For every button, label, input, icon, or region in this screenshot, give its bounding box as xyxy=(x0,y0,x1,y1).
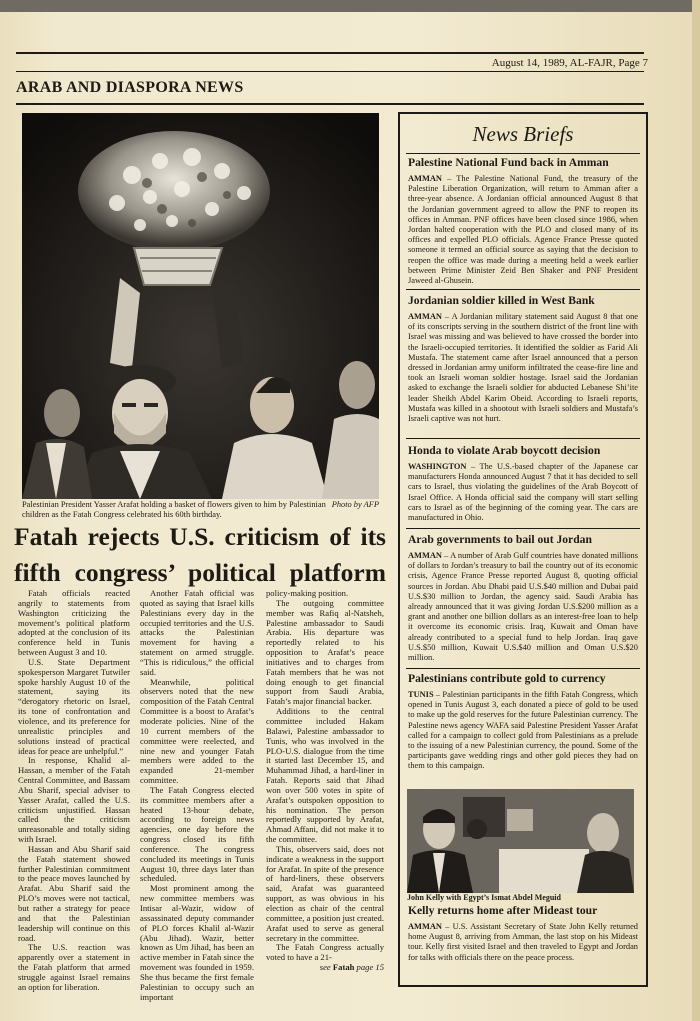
brief-dateline: WASHINGTON xyxy=(408,462,467,471)
news-briefs-title: News Briefs xyxy=(472,122,574,146)
brief-dateline: AMMAN xyxy=(408,551,442,560)
brief-dateline: AMMAN xyxy=(408,312,442,321)
brief-text xyxy=(408,312,638,424)
brief-body: – U.S. Assistant Secretary of State John Kelly returned home August 8, arriving from Amman, the last stop on his Mideast tour. Kelly first visited Israel and then traveled to Egypt and Jordan for talks with officials there on the peace process. xyxy=(408,922,638,962)
briefs-divider xyxy=(406,289,640,290)
article-headline: Fatah rejects U.S. criticism of its fifth congress’ political platform xyxy=(14,522,386,587)
briefs-divider xyxy=(406,153,640,154)
article-column-1 xyxy=(18,589,130,993)
article-paragraph: Additions to the central committee included Hakam Balawi, Palestine ambassador to Tunis, who was involved in the PLO-U.S. dialogue from the time it started last December 15, and Muhammad Jihad, a hard-liner in Fatah. Reports said that Jihad won over 500 votes in spite of Arafat’s outspoken opposition to his nomination. The person reportedly supported by Arafat, Ahmad Affani, did not make it to the committee. xyxy=(266,706,384,845)
photo-caption xyxy=(22,500,379,520)
article-column-3 xyxy=(266,589,384,973)
brief-text xyxy=(408,922,638,963)
brief-dateline: AMMAN xyxy=(408,922,442,931)
brief-headline: Kelly returns home after Mideast tour xyxy=(408,904,598,917)
kelly-photo-image xyxy=(407,789,634,893)
brief-headline: Honda to violate Arab boycott decision xyxy=(408,444,601,457)
arafat-photo xyxy=(22,113,379,499)
article-paragraph: Fatah officials reacted angrily to statements from Washington criticizing the movement’s political platform adopted at the conclusion of its conference held in Tunis between August 3 and 10. xyxy=(18,588,130,658)
brief-body: – A number of Arab Gulf countries have donated millions of dollars to Jordan’s treasury to bail the country out of its economic crisis, Agence France Presse reported August 8, quoting official sources in Jordan. Abu Dhabi paid U.S.$40 million and Dubai paid U.S.$30 million to Jordan, the agency said. Saudi Arabia has already announced that it was giving Jordan U.S.$200 million as a grant and another one billion dollars as an interest-free loan to help it overcome its economic crisis. Iraq, Kuwait and Oman have already contributed to a special fund to help Jordan. Iraq gave U.S.$50 million, Kuwait U.S.$40 million and Oman U.S.$20 million. xyxy=(408,551,638,663)
section-title: ARAB AND DIASPORA NEWS xyxy=(16,79,244,96)
article-paragraph: In response, Khalid al-Hassan, a member of the Fatah Central Committee, and Bassam Abu Sharif, special adviser to Yasser Arafat, called the U.S. criticism unjustified. Hassan called the criticism unreasonable and totally siding with Israel. xyxy=(18,755,130,845)
header-rule-top xyxy=(16,52,644,54)
header-rule-bottom xyxy=(16,103,644,105)
dateline: August 14, 1989, AL-FAJR, Page 7 xyxy=(491,57,648,69)
article-paragraph: The outgoing committee member was Rafiq al-Natsheh, Palestine ambassador to Saudi Arabia. His departure was reportedly related to his opposition to Arafat’s peace initiatives and to charges from Fatah members that he was not doing enough to get financial support from Saudi Arabia, Fatah’s major financial backer. xyxy=(266,597,384,707)
continued-on-link[interactable] xyxy=(266,963,384,973)
brief-body: – The Palestine National Fund, the treasury of the Palestine Liberation Organization, will return to Amman after a three-year absence. A Jordanian official announced August 8 that the Jordanian government agreed to allow the PNF to reopen its offices in Amman. PNF offices have been closed since 1986, when Jordan halted cooperation with the PLO and closed many of its offices and expelled PLO officials. Agence France Presse quoted someone it termed an official source as saying that the decision to reopen the office was made during a meeting held a week earlier between Prime Minister Zeid Ben Shaker and PNF President Jaweed al-Ghusein. xyxy=(408,174,638,286)
briefs-divider xyxy=(406,528,640,529)
article-paragraph: Hassan and Abu Sharif said the Fatah statement showed further Palestinian commitment to the peace moves launched by Arafat. Abu Sharif said the PLO’s moves were not tactical, but rather a strategy for peace and that the Palestinian leadership will continue on this road. xyxy=(18,843,130,943)
brief-dateline: TUNIS xyxy=(408,690,434,699)
brief-text xyxy=(408,690,638,772)
article-paragraph: policy-making position. xyxy=(266,588,349,598)
brief-dateline: AMMAN xyxy=(408,174,442,183)
article-paragraph: U.S. State Department spokesperson Margaret Tutwiler spoke harshly August 10 of the statement, saying its “derogatory rhetoric on Israel, its tone of confrontation and violence, and its preference for unrealistic principles and solutions instead of practical ideas for peace are unhelpful.” xyxy=(18,656,130,756)
article-column-2 xyxy=(140,589,254,1002)
briefs-divider xyxy=(406,438,640,439)
continued-prefix: see xyxy=(319,962,331,973)
continued-name: Fatah xyxy=(332,962,355,973)
kelly-photo xyxy=(407,789,634,893)
scan-top-border xyxy=(0,0,700,12)
article-paragraph: Meanwhile, political observers noted that the new composition of the Fatah Central Committee is a boost to Arafat’s moderate policies. Nine of the 10 current members of the committee were reelected, and nine new and younger Fatah members were added to the expanded 21-member committee. xyxy=(140,676,254,786)
article-paragraph: The Fatah Congress elected its committee members after a heated 13-hour debate, according to foreign news agencies, one day before the congress closed its fifth conference. The congress concluded its meetings in Tunis August 10, three days later than scheduled. xyxy=(140,784,254,884)
briefs-divider xyxy=(406,668,640,669)
brief-body: – A Jordanian military statement said August 8 that one of its conscripts serving in the southern district of the front line with Israel was missing and was believed to have crossed the border into the Israeli-occupied territories. It identified the soldier as Farid Ali Mustafa. The statement came after Israel announced that a person dressed in Jordanian army uniform infiltrated the cease-fire line and took an Israeli woman soldier hostage. Israel said the Jordanian asked to exchange the Israeli soldier for abducted Lebanese Shi’ite leader Sheikh Abdel Karim Obeid. According to Israeli reports, Mustafa was killed in a shootout with Israeli soldiers and Mustafa’s Israeli captive was not hurt. xyxy=(408,312,638,424)
kelly-photo-caption: John Kelly with Egypt’s Ismat Abdel Meguid xyxy=(407,893,561,902)
scan-right-edge xyxy=(692,0,700,1021)
brief-headline: Palestine National Fund back in Amman xyxy=(408,156,609,169)
brief-headline: Arab governments to bail out Jordan xyxy=(408,533,592,546)
brief-text xyxy=(408,551,638,663)
header-rule-mid xyxy=(16,71,644,72)
continued-page: page 15 xyxy=(356,962,384,973)
article-paragraph: This, observers said, does not indicate a weakness in the support for Arafat. In spite of the presence of hard-liners, these observers said, Arafat was guaranteed support, as was obvious in his election as chair of the central committee, a position just created. Arafat used to serve as general secretary in the committee. xyxy=(266,843,384,943)
photo-credit: Photo by AFP xyxy=(331,500,379,509)
brief-text xyxy=(408,462,638,523)
brief-body: – Palestinian participants in the fifth Fatah Congress, which opened in Tunis August 3, each donated a piece of gold to be used to make up the gold reserves for the future Palestinian currency. The Palestine news agency WAFA said Palestine President Yasser Arafat called for a campaign to collect gold from Palestinians as a prelude to the issuing of a new Palestinian currency, the pound. Some of the participants gave wedding rings and other gold pieces they had on them to this campaign. xyxy=(408,690,638,771)
article-paragraph: Another Fatah official was quoted as saying that Israel kills Palestinians every day in the occupied territories and the U.S. attacks the Palestinian movement for having a statement on armed struggle. “This is ridiculous,” the official said. xyxy=(140,588,254,677)
article-paragraph: The Fatah Congress actually voted to have a 21- xyxy=(266,942,384,963)
article-paragraph: The U.S. reaction was apparently over a statement in the Fatah platform that armed struggle against Israel remains an option for liberation. xyxy=(18,942,130,992)
photo-caption-text: Palestinian President Yasser Arafat holding a basket of flowers given to him by Palestinian children as the Fatah Congress celebrated his 60th birthday. xyxy=(22,500,326,519)
arafat-photo-image xyxy=(22,113,379,499)
article-paragraph: Most prominent among the new committee members was Intisar al-Wazir, widow of assassinated deputy commander of PLO forces Khalil al-Wazir (Abu Jihad). Wazir, better known as Um Jihad, has been an active member in Fatah since the movement was founded in 1959. She thus became the first female Palestinian to occupy such an important xyxy=(140,883,254,1002)
brief-headline: Palestinians contribute gold to currency xyxy=(408,672,606,685)
brief-text xyxy=(408,174,638,286)
brief-headline: Jordanian soldier killed in West Bank xyxy=(408,294,595,307)
brief-body: – The U.S.-based chapter of the Japanese car manufacturers Honda announced August 7 that it has decided to sell cars to Israel, thus violating the guidelines of the Arab Boycott of Israel Office. A Honda official said the company will start selling cars to Israel as of the beginning of the coming year. The cars are manufactured in Ohio. xyxy=(408,462,638,523)
